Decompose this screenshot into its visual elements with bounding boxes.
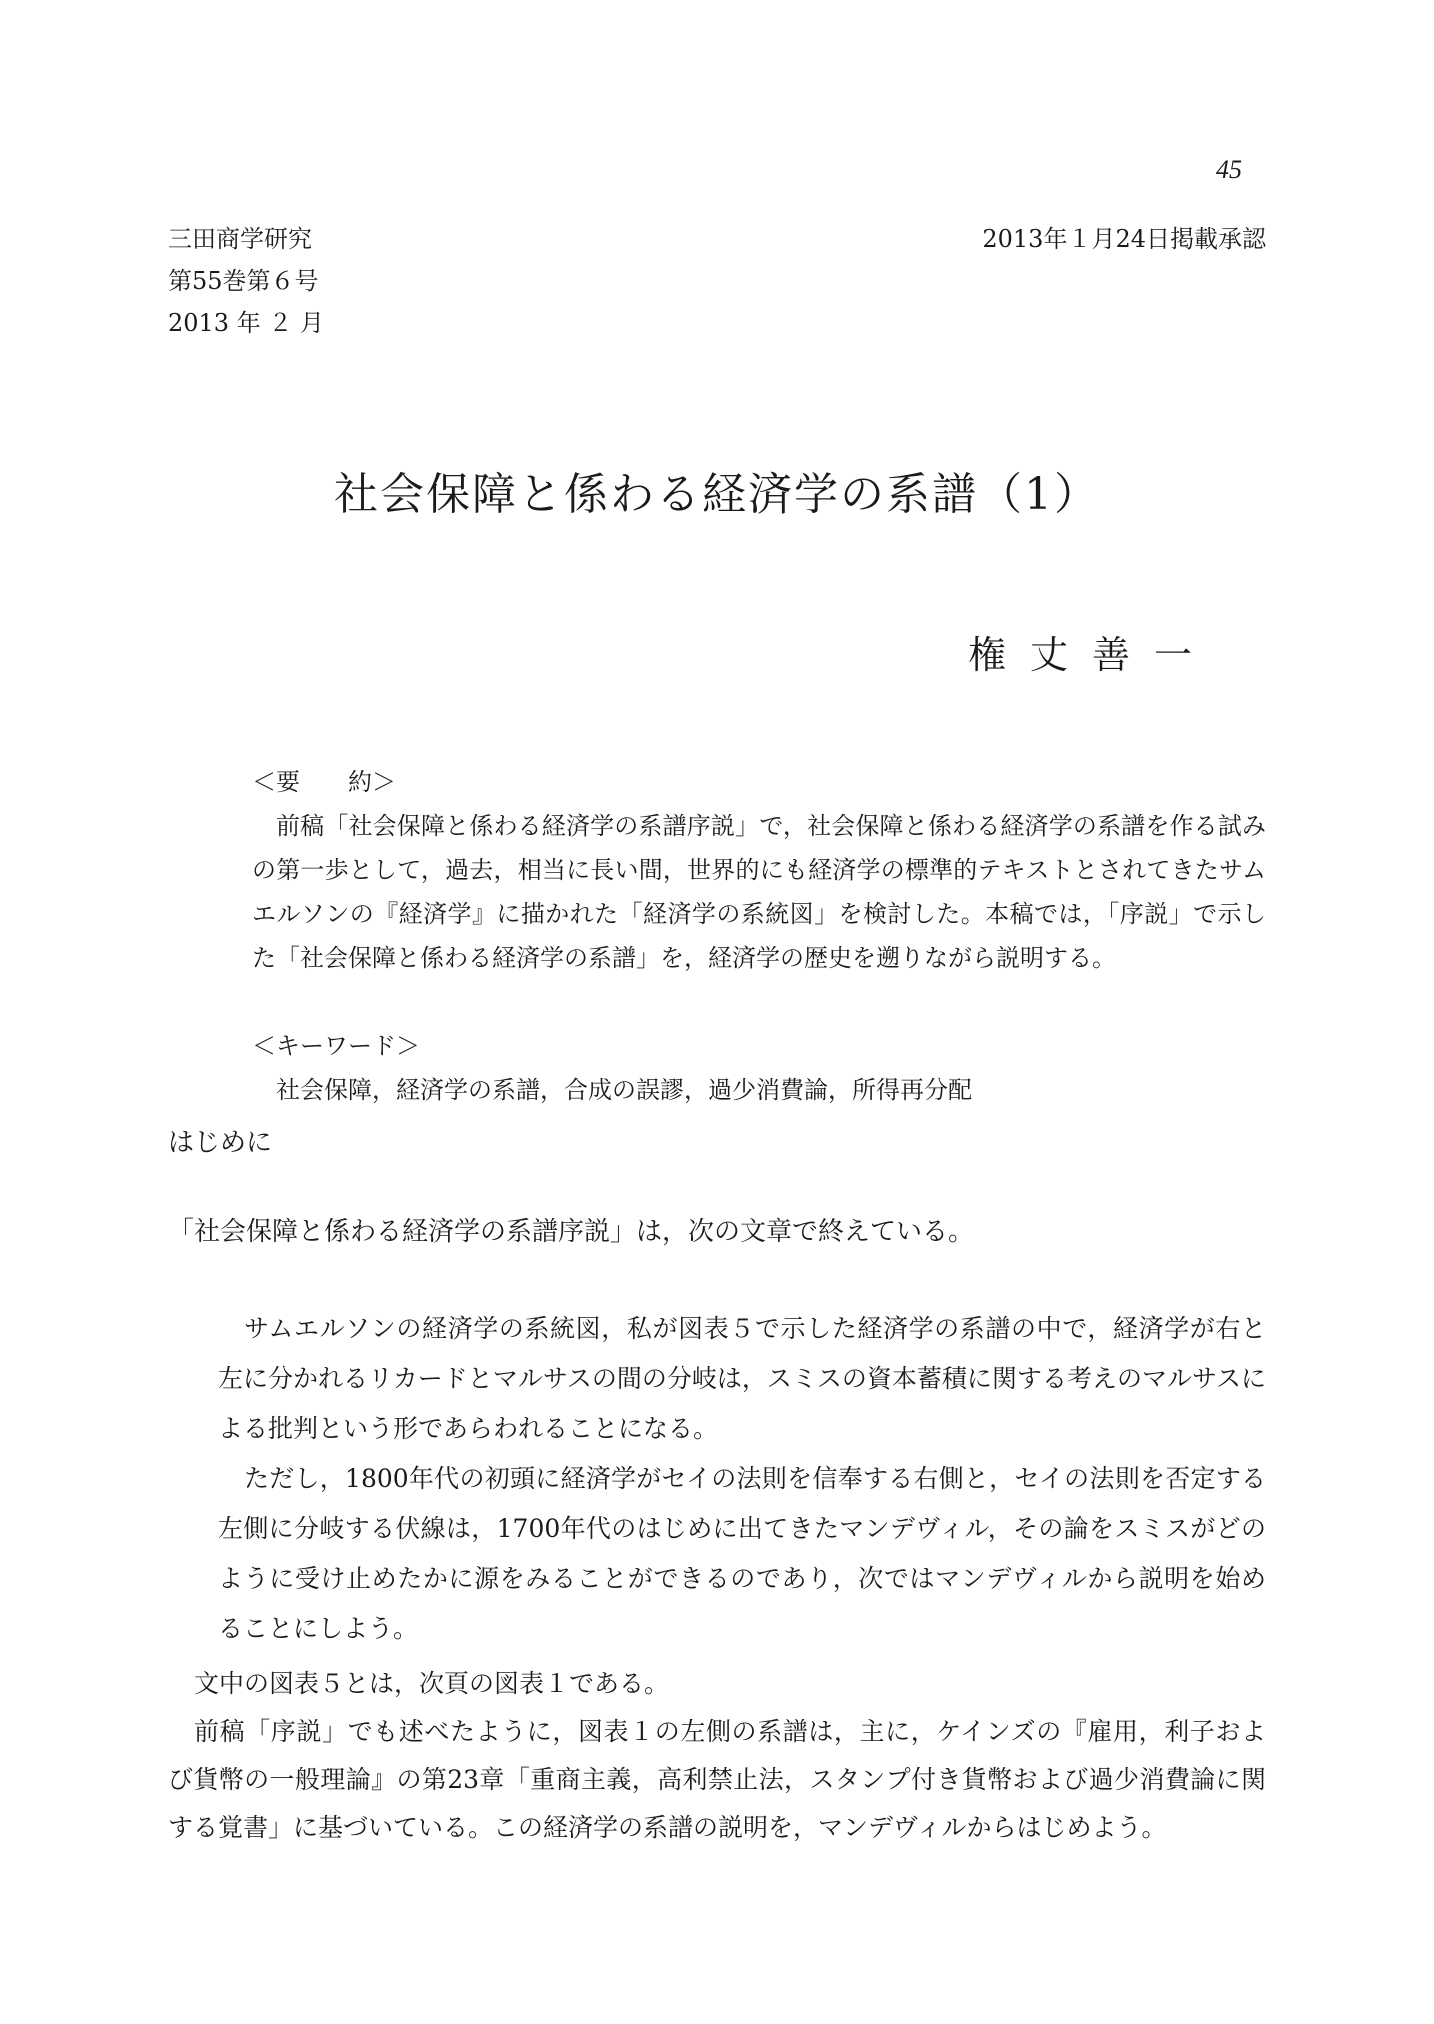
abstract-body: 前稿「社会保障と係わる経済学の系譜序説」で，社会保障と係わる経済学の系譜を作る試みの第一歩として，過去，相当に長い間，世界的にも経済学の標準的テキストとされてきたサムエルソンの『経済学』に描かれた「経済学の系統図」を検討した。本稿では，「序説」で示した「社会保障と係わる経済学の系譜」を，経済学の歴史を遡りながら説明する。 [252, 812, 1266, 972]
journal-volume: 第55巻第６号 [168, 267, 319, 295]
abstract [252, 760, 1266, 1112]
journal-info [168, 218, 324, 344]
intro-paragraph: 「社会保障と係わる経済学の系譜序説」は，次の文章で終えている。 [168, 1217, 975, 1247]
block-quote [218, 1304, 1266, 1654]
page-number: 45 [1216, 155, 1242, 184]
quote-paragraph: サムエルソンの経済学の系統図，私が図表５で示した経済学の系譜の中で，経済学が右と左に分かれるリカードとマルサスの間の分岐は，スミスの資本蓄積に関する考えのマルサスによる批判という形であらわれることになる。 [218, 1314, 1266, 1443]
quote-paragraph: ただし，1800年代の初頭に経済学がセイの法則を信奉する右側と，セイの法則を否定する左側に分岐する伏線は，1700年代のはじめに出てきたマンデヴィル，その論をスミスがどのように受け止めたかに源をみることができるのであり，次ではマンデヴィルから説明を始めることにしよう。 [218, 1464, 1266, 1643]
body-paragraph: 文中の図表５とは，次頁の図表１である。 [194, 1669, 670, 1698]
section-heading: はじめに [168, 1128, 273, 1158]
paper-title: 社会保障と係わる経済学の系譜（1） [334, 469, 1100, 520]
author-name: 権丈善一 [967, 633, 1216, 677]
body-text [168, 1660, 1266, 1852]
abstract-heading: ＜要 約＞ [252, 768, 396, 796]
keywords-body: 社会保障，経済学の系譜，合成の誤謬，過少消費論，所得再分配 [276, 1076, 972, 1104]
approval-date: 2013年１月24日掲載承認 [982, 225, 1266, 253]
body-paragraph: 前稿「序説」でも述べたように，図表１の左側の系譜は，主に，ケインズの『雇用，利子および貨幣の一般理論』の第23章「重商主義，高利禁止法，スタンプ付き貨幣および過少消費論に関する覚書」に基づいている。この経済学の系譜の説明を，マンデヴィルからはじめよう。 [168, 1717, 1266, 1842]
keywords-heading: ＜キーワード＞ [252, 1032, 420, 1060]
journal-name: 三田商学研究 [168, 225, 312, 253]
journal-date: 2013 年 ２ 月 [168, 309, 324, 337]
